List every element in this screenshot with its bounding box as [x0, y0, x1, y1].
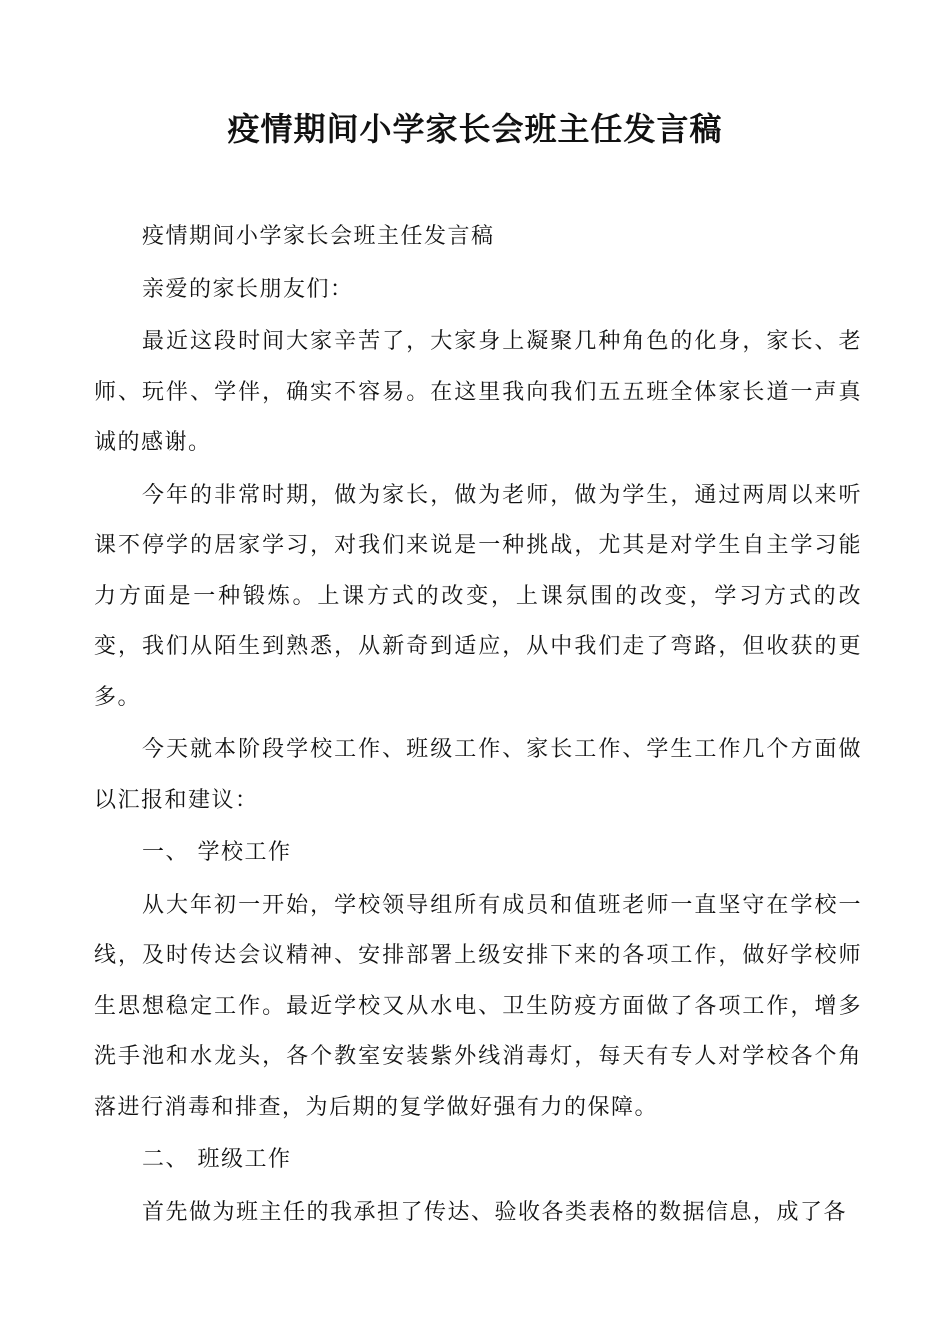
paragraph-class-work: 首先做为班主任的我承担了传达、验收各类表格的数据信息，成了各 — [142, 1199, 848, 1225]
document-title: 疫情期间小学家长会班主任发言稿 — [227, 110, 723, 148]
paragraph-challenge: 今年的非常时期，做为家长，做为老师，做为学生，通过两周以来听课不停学的居家学习，对我们来说是一种挑战，尤其是对学生自主学习能力方面是一种锻炼。上课方式的改变，上课氛围的改变，学习方式的改变，我们从陌生到熟悉，从新奇到适应，从中我们走了弯路，但收获的更多。 — [94, 482, 862, 710]
paragraph-thanks: 最近这段时间大家辛苦了，大家身上凝聚几种角色的化身，家长、老师、玩伴、学伴，确实不容易。在这里我向我们五五班全体家长道一声真诚的感谢。 — [94, 329, 862, 455]
section-heading-class-work: 二、 班级工作 — [142, 1147, 292, 1172]
paragraph-school-work: 从大年初一开始，学校领导组所有成员和值班老师一直坚守在学校一线，及时传达会议精神、安排部署上级安排下来的各项工作，做好学校师生思想稳定工作。最近学校又从水电、卫生防疫方面做了各项工作，增多洗手池和水龙头，各个教室安装紫外线消毒灯，每天有专人对学校各个角落进行消毒和排查，为后期的复学做好强有力的保障。 — [94, 892, 862, 1120]
document-body — [94, 212, 862, 1240]
paragraph-subtitle: 疫情期间小学家长会班主任发言稿 — [142, 224, 495, 249]
paragraph-greeting: 亲爱的家长朋友们： — [142, 276, 354, 302]
section-heading-school-work: 一、 学校工作 — [142, 840, 292, 865]
paragraph-report-intro: 今天就本阶段学校工作、班级工作、家长工作、学生工作几个方面做以汇报和建议： — [94, 737, 862, 813]
